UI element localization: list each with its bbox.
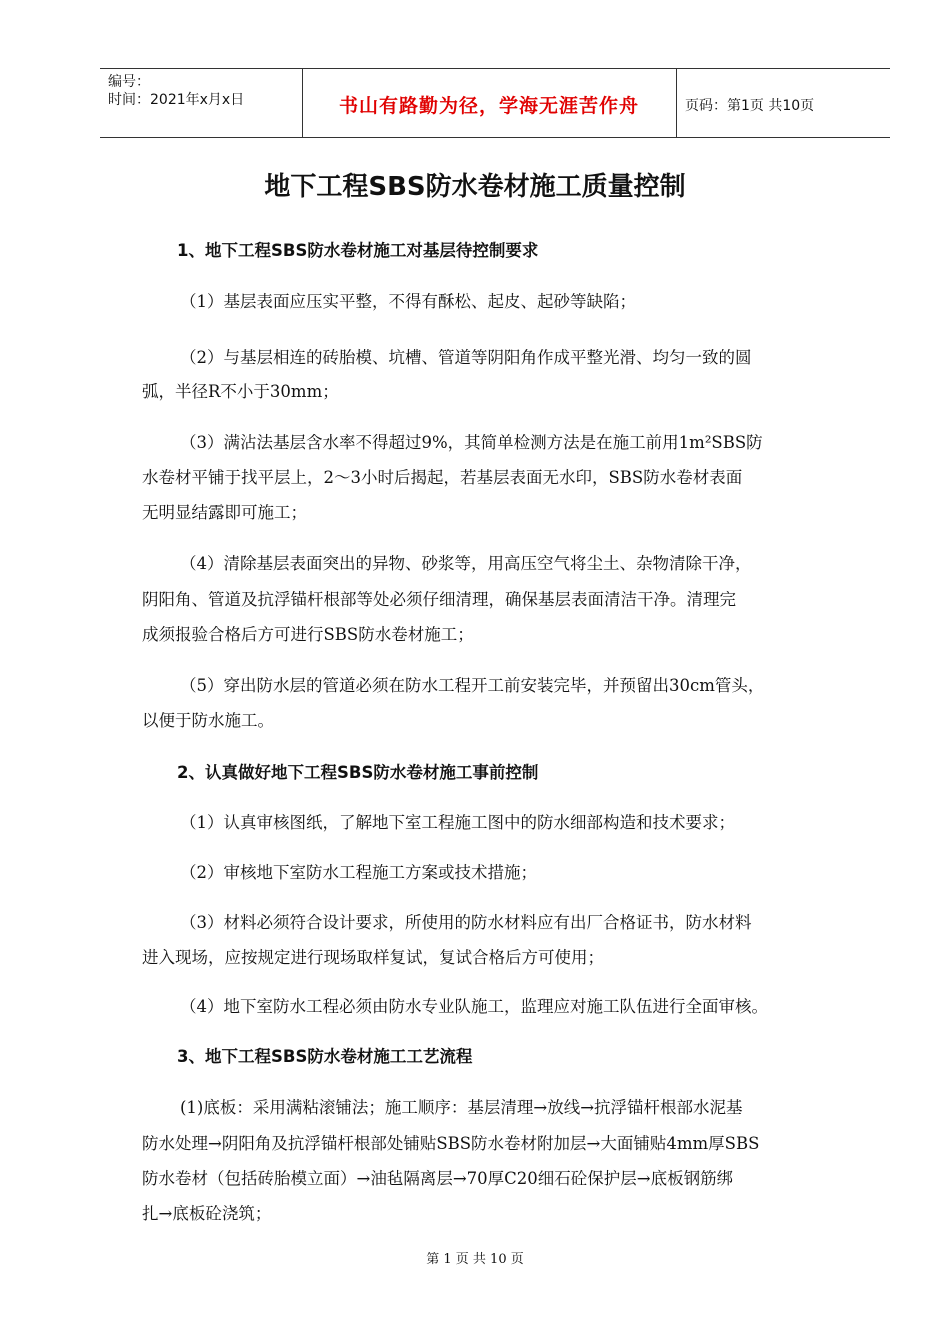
header-cell-motto bbox=[302, 69, 677, 137]
section-heading: 1、地下工程SBS防水卷材施工对基层待控制要求 bbox=[177, 241, 539, 260]
paragraph-line: （5）穿出防水层的管道必须在防水工程开工前安装完毕，并预留出30cm管头， bbox=[180, 676, 765, 695]
motto-text: 书山有路勤为径，学海无涯苦作舟 bbox=[338, 95, 639, 117]
page-code: 页码：第1页 共10页 bbox=[685, 98, 815, 114]
paragraph-line: （2）与基层相连的砖胎模、坑槽、管道等阴阳角作成平整光滑、均匀一致的圆 bbox=[180, 348, 752, 367]
paragraph-line: （3）满沾法基层含水率不得超过9%，其简单检测方法是在施工前用1m²SBS防 bbox=[180, 433, 763, 452]
header-cell-page bbox=[677, 69, 890, 137]
paragraph-line: 水卷材平铺于找平层上，2～3小时后揭起，若基层表面无水印，SBS防水卷材表面 bbox=[142, 468, 743, 487]
paragraph-line: （2）审核地下室防水工程施工方案或技术措施； bbox=[180, 863, 537, 882]
paragraph-line: 扎→底板砼浇筑； bbox=[142, 1204, 272, 1223]
document-title: 地下工程SBS防水卷材施工质量控制 bbox=[264, 172, 686, 202]
header-cell-info bbox=[100, 69, 303, 137]
paragraph-line: （3）材料必须符合设计要求，所使用的防水材料应有出厂合格证书，防水材料 bbox=[180, 913, 752, 932]
paragraph-line: 阴阳角、管道及抗浮锚杆根部等处必须仔细清理，确保基层表面清洁干净。清理完 bbox=[142, 590, 736, 609]
paragraph-line: 成须报验合格后方可进行SBS防水卷材施工； bbox=[142, 625, 474, 644]
page-footer: 第 1 页 共 10 页 bbox=[426, 1252, 524, 1267]
paragraph-line: 以便于防水施工。 bbox=[142, 711, 274, 730]
section-heading: 2、认真做好地下工程SBS防水卷材施工事前控制 bbox=[177, 763, 539, 782]
paragraph-line: （4）清除基层表面突出的异物、砂浆等，用高压空气将尘土、杂物清除干净， bbox=[180, 554, 752, 573]
paragraph-line: 防水卷材（包括砖胎模立面）→油毡隔离层→70厚C20细石砼保护层→底板钢筋绑 bbox=[142, 1169, 734, 1188]
paragraph-line: （4）地下室防水工程必须由防水专业队施工，监理应对施工队伍进行全面审核。 bbox=[180, 997, 768, 1016]
paragraph-line: (1)底板：采用满粘滚铺法；施工顺序：基层清理→放线→抗浮锚杆根部水泥基 bbox=[180, 1098, 743, 1117]
serial-label: 编号： bbox=[108, 74, 150, 90]
paragraph-line: （1）认真审核图纸，了解地下室工程施工图中的防水细部构造和技术要求； bbox=[180, 813, 735, 832]
time-label: 时间：2021年x月x日 bbox=[108, 92, 245, 108]
paragraph-line: 防水处理→阴阳角及抗浮锚杆根部处铺贴SBS防水卷材附加层→大面铺贴4mm厚SBS bbox=[142, 1134, 760, 1153]
paragraph-line: 无明显结露即可施工； bbox=[142, 503, 307, 522]
paragraph-line: 弧，半径R不小于30mm； bbox=[142, 382, 339, 401]
paragraph-line: （1）基层表面应压实平整，不得有酥松、起皮、起砂等缺陷； bbox=[180, 292, 636, 311]
section-heading: 3、地下工程SBS防水卷材施工工艺流程 bbox=[177, 1047, 473, 1066]
header-table bbox=[100, 68, 890, 138]
paragraph-line: 进入现场，应按规定进行现场取样复试，复试合格后方可使用； bbox=[142, 948, 604, 967]
